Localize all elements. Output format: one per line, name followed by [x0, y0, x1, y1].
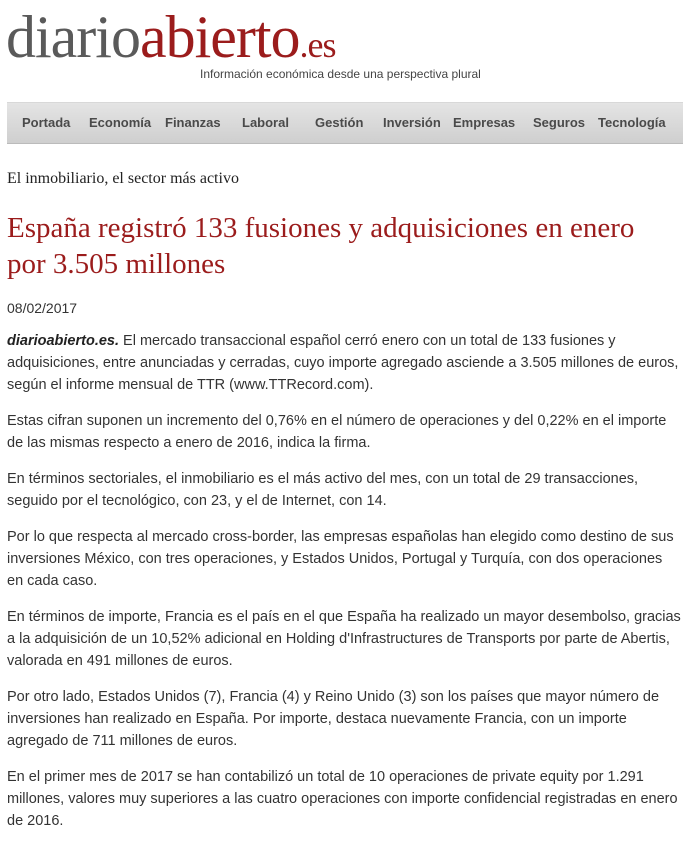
- nav-item-laboral[interactable]: Laboral: [242, 115, 289, 130]
- nav-item-portada[interactable]: Portada: [22, 115, 71, 130]
- paragraph-text: El mercado transaccional español cerró enero con un total de 133 fusiones y adquisiciones, entre anunciadas y cerradas, cuyo importe agregado asciende a 3.505 millones de euros, según el informe mensual de TTR (: [7, 333, 679, 393]
- paragraph-text-end: ).: [364, 377, 374, 393]
- nav-item-finanzas[interactable]: Finanzas: [165, 115, 221, 130]
- ttr-link[interactable]: www.TTRecord.com: [234, 377, 365, 393]
- logo-part-abierto: abierto: [139, 4, 300, 70]
- nav-item-economia[interactable]: Economía: [89, 115, 152, 130]
- nav-item-inversion[interactable]: Inversión: [383, 115, 441, 130]
- article-headline: España registró 133 fusiones y adquisiciones en enero por 3.505 millones: [7, 212, 635, 280]
- article-paragraph: [7, 330, 681, 396]
- nav-item-seguros[interactable]: Seguros: [533, 115, 586, 130]
- article-paragraph: En términos sectoriales, el inmobiliario es el más activo del mes, con un total de 29 transacciones, seguido por el tecnológico, con 23, y el de Internet, con 14.: [7, 471, 639, 509]
- main-nav: [7, 102, 683, 144]
- article-paragraph: Estas cifran suponen un incremento del 0,76% en el número de operaciones y del 0,22% en el importe de las mismas respecto a enero de 2016, indica la firma.: [7, 413, 667, 451]
- nav-item-gestion[interactable]: Gestión: [315, 115, 364, 130]
- nav-item-tecnologia[interactable]: Tecnología: [598, 115, 666, 130]
- logo-tld: .es: [299, 25, 336, 65]
- article-source: diarioabierto.es.: [7, 333, 120, 349]
- article-paragraph: Por otro lado, Estados Unidos (7), Francia (4) y Reino Unido (3) son los países que mayor número de inversiones han realizado en España. Por importe, destaca nuevamente Francia, con un importe agregado de 711 millones de euros.: [7, 689, 660, 749]
- masthead: [6, 2, 486, 82]
- article-date: 08/02/2017: [7, 300, 78, 316]
- site-tagline: Información económica desde una perspectiva plural: [200, 67, 481, 81]
- nav-item-empresas[interactable]: Empresas: [453, 115, 516, 130]
- article-paragraph: Por lo que respecta al mercado cross-border, las empresas españolas han elegido como destino de sus inversiones México, con tres operaciones, y Estados Unidos, Portugal y Turquía, con dos operaciones en cada caso.: [7, 529, 674, 589]
- article-paragraph: En términos de importe, Francia es el país en el que España ha realizado un mayor desembolso, gracias a la adquisición de un 10,52% adicional en Holding d'Infrastructures de Transports por parte de Abertis, valorada en 491 millones de euros.: [7, 609, 681, 669]
- logo-part-diario: diario: [6, 4, 140, 70]
- article-kicker: El inmobiliario, el sector más activo: [7, 170, 239, 187]
- article-body: [7, 330, 681, 846]
- article-paragraph: En el primer mes de 2017 se han contabilizó un total de 10 operaciones de private equity por 1.291 millones, valores muy superiores a las cuatro operaciones con importe confidencial registradas en enero de 2016.: [7, 769, 678, 829]
